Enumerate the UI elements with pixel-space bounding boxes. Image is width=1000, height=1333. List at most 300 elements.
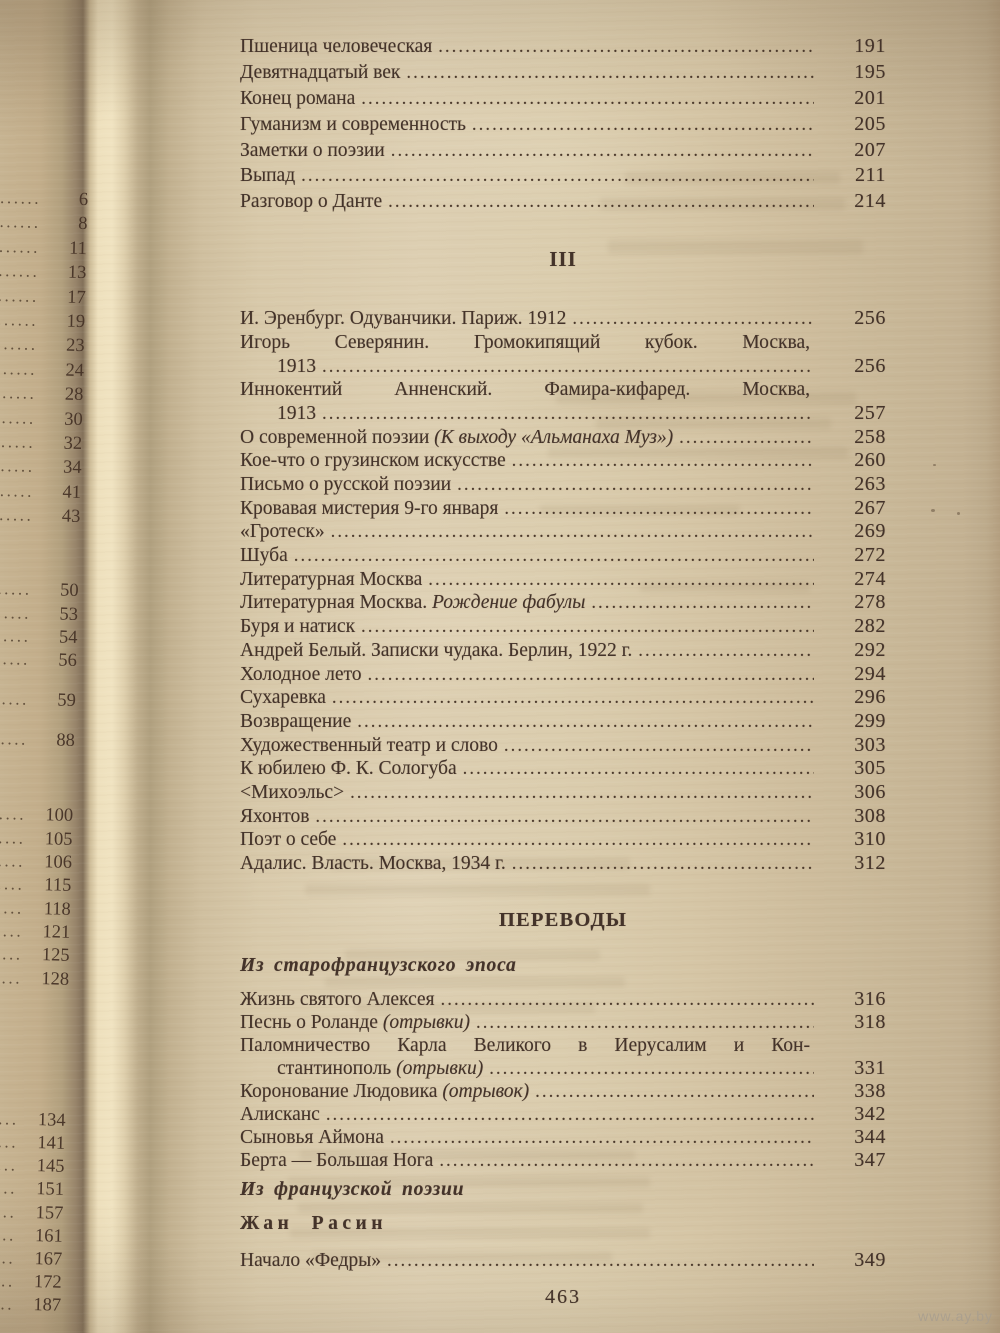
entry-title	[240, 1080, 529, 1103]
entry-title-text: Художественный театр и слово	[240, 734, 498, 756]
facing-page-toc-line	[0, 1176, 64, 1201]
entry-page-number: 195	[854, 60, 886, 83]
entry-title	[240, 1249, 381, 1273]
entry-page-number: 201	[854, 86, 886, 109]
entry-page-number: 274	[854, 567, 886, 590]
paper-speck	[957, 512, 960, 515]
entry-row	[240, 163, 886, 189]
entry-title-line	[240, 1034, 810, 1057]
entry-page-number: 256	[854, 307, 886, 330]
dot-leader-fragment	[0, 1246, 16, 1271]
facing-page-toc-line	[0, 259, 87, 286]
entry-title	[240, 710, 351, 734]
toc-entry	[240, 686, 886, 710]
dot-leader-fragment	[0, 965, 22, 990]
entry-row	[240, 402, 886, 426]
entry-title-text: Девятнадцатый век	[240, 61, 401, 83]
entry-title-text: Рождение фабулы	[432, 592, 586, 614]
toc-entry	[240, 734, 886, 758]
dot-leader	[332, 686, 814, 711]
entry-title-text: Литературная Москва	[240, 568, 423, 590]
dot-leader-fragment	[0, 1269, 15, 1294]
facing-page-number: 100	[45, 805, 74, 827]
entry-row	[240, 426, 886, 450]
toc-entry	[240, 663, 886, 687]
entry-page-number: 299	[854, 709, 886, 732]
toc-entry	[240, 331, 886, 378]
entry-row	[240, 449, 886, 473]
entry-title	[277, 1057, 483, 1080]
facing-page-number-group	[0, 1106, 66, 1317]
facing-page-toc-line	[0, 283, 86, 310]
entry-row	[240, 805, 886, 829]
dot-leader	[322, 402, 814, 427]
entry-page-number: 312	[854, 852, 886, 875]
entry-title-text: Иннокентий Анненский. Фамира-кифаред. Москва,	[240, 379, 810, 401]
entry-row	[240, 86, 886, 112]
dot-leader-fragment	[0, 186, 41, 212]
entry-page-number: 191	[854, 35, 886, 57]
entry-title	[277, 402, 316, 426]
entry-title-text: К юбилею Ф. К. Сологуба	[240, 758, 457, 780]
entry-row	[240, 34, 886, 60]
entry-title	[240, 734, 498, 758]
entry-title	[240, 1011, 470, 1034]
facing-page-number: 151	[35, 1179, 65, 1201]
facing-page-toc-line	[0, 895, 71, 920]
facing-page-number: 19	[66, 311, 86, 333]
facing-page-number: 56	[58, 650, 78, 672]
entry-row	[240, 473, 886, 497]
facing-page-toc-line	[0, 802, 73, 827]
facing-page-number: 118	[43, 898, 72, 920]
dot-leader	[638, 639, 814, 664]
entry-title	[240, 86, 355, 112]
dot-leader-fragment	[0, 259, 40, 285]
dot-leader-fragment	[0, 849, 25, 874]
entry-title	[240, 497, 498, 521]
dot-leader-fragment	[0, 1222, 16, 1247]
toc-entry	[240, 639, 886, 663]
facing-page-number: 128	[41, 968, 70, 990]
entry-title	[240, 663, 362, 687]
facing-page-toc-line	[0, 235, 87, 262]
entry-page-number: 292	[854, 638, 886, 661]
facing-page-number-group	[0, 802, 73, 990]
toc-section-part3-articles	[240, 307, 886, 876]
entry-title-text: <Михоэльс>	[240, 781, 345, 803]
entry-row	[240, 307, 886, 331]
dot-leader	[388, 189, 814, 216]
dot-leader-fragment	[0, 1153, 18, 1178]
entry-title	[240, 615, 355, 639]
entry-row	[240, 591, 886, 615]
entry-row	[240, 138, 886, 164]
facing-page-number-column	[0, 0, 93, 1317]
facing-page-toc-line	[0, 357, 84, 384]
facing-page-toc-line	[0, 686, 76, 713]
entry-title	[240, 1126, 384, 1149]
facing-page-number-group	[0, 577, 79, 672]
toc-entry	[240, 1126, 886, 1149]
dot-leader	[350, 781, 814, 806]
facing-page-toc-line	[0, 479, 81, 506]
entry-title-text: Игорь Северянин. Громокипящий кубок. Москва,	[240, 331, 810, 353]
facing-page-number: 43	[61, 506, 81, 528]
entry-title-text: (отрывок)	[442, 1080, 530, 1102]
entry-row	[240, 189, 886, 215]
entry-title-text: Андрей Белый. Записки чудака. Берлин, 1922 г.	[240, 639, 633, 661]
toc-entry	[240, 988, 886, 1011]
facing-page-toc-line	[0, 332, 85, 359]
paper-speck	[933, 464, 936, 466]
toc-section-old-french-epic	[240, 988, 886, 1172]
facing-page-toc-line	[0, 825, 73, 850]
toc-entry	[240, 568, 886, 592]
entry-row	[240, 852, 886, 876]
entry-page-number: 282	[854, 615, 886, 638]
toc-section-part2-essays	[240, 34, 886, 215]
dot-leader	[591, 591, 814, 616]
dot-leader	[387, 1249, 814, 1273]
facing-page-number: 141	[37, 1133, 66, 1154]
old-french-epic-header: Из старофранцузского эпоса	[240, 954, 517, 976]
toc-entry	[240, 1034, 886, 1080]
dot-leader-fragment	[0, 479, 34, 505]
facing-page-number: 115	[44, 875, 72, 897]
facing-page-number: 88	[56, 730, 76, 751]
toc-entry	[240, 805, 886, 829]
entry-title	[240, 34, 432, 60]
toc-entry	[240, 378, 886, 425]
entry-title-text: (К выходу «Альманаха Муз»)	[434, 426, 674, 448]
entry-title-text: стантинополь	[277, 1057, 397, 1079]
entry-title-text: Разговор о Данте	[240, 191, 383, 213]
entry-title-text: Песнь о Роланде	[240, 1011, 383, 1033]
dot-leader	[535, 1080, 814, 1104]
entry-row	[240, 988, 886, 1011]
entry-row	[240, 1149, 886, 1172]
entry-row	[240, 757, 886, 781]
entry-page-number: 338	[854, 1079, 886, 1102]
entry-title-text: Жизнь святого Алексея	[240, 988, 435, 1010]
facing-page-number: 167	[34, 1249, 63, 1270]
entry-title-text: Кое-что о грузинском искусстве	[240, 450, 506, 472]
entry-title-text: Конец романа	[240, 87, 356, 109]
entry-page-number: 258	[854, 425, 886, 448]
facing-page-toc-line	[0, 1130, 65, 1155]
facing-page-number: 11	[68, 238, 88, 259]
facing-page-number: 53	[59, 604, 79, 625]
dot-leader	[679, 426, 814, 451]
entry-title	[240, 449, 506, 473]
entry-row	[240, 568, 886, 592]
toc-entry	[240, 307, 886, 331]
dot-leader	[457, 473, 814, 498]
entry-page-number: 349	[854, 1248, 886, 1271]
toc-entry	[240, 1103, 886, 1126]
dot-leader-fragment	[0, 825, 26, 850]
entry-title-text: Берта — Большая Нога	[240, 1149, 434, 1171]
entry-title	[240, 686, 326, 710]
entry-row	[240, 1057, 886, 1080]
facing-page-toc-line	[0, 1246, 63, 1271]
entry-title-text: Пшеница человеческая	[240, 36, 433, 57]
entry-title-text: «Гротеск»	[240, 521, 325, 543]
entry-title	[240, 138, 385, 164]
toc-entry	[240, 520, 886, 544]
jean-racine-header: Жан Расин	[240, 1212, 387, 1234]
watermark: www.ay.by	[918, 1308, 993, 1324]
entry-page-number: 211	[854, 164, 886, 187]
french-poetry-header: Из французской поэзии	[240, 1178, 465, 1200]
dot-leader-fragment	[0, 624, 31, 649]
facing-page-number: 32	[63, 433, 83, 454]
dot-leader-fragment	[0, 942, 23, 967]
entry-title-text: Коронование Людовика	[240, 1080, 443, 1102]
entry-title-line	[240, 378, 810, 402]
facing-page-toc-line	[0, 405, 83, 432]
entry-title-text: Яхонтов	[240, 805, 310, 827]
facing-page-number: 13	[67, 262, 87, 284]
facing-page-toc-line	[0, 849, 72, 874]
entry-title-text: Возвращение	[240, 710, 352, 732]
toc-entry	[240, 544, 886, 568]
entry-page-number: 318	[854, 1010, 886, 1033]
entry-title-text: Литературная Москва.	[240, 592, 433, 614]
facing-page-toc-line	[0, 942, 70, 967]
facing-page-toc-line	[0, 1269, 62, 1294]
entry-title-text: Гуманизм и современность	[240, 113, 466, 135]
dot-leader	[368, 663, 814, 688]
toc-entry	[240, 591, 886, 615]
entry-page-number: 308	[854, 804, 886, 827]
entry-page-number: 316	[854, 987, 886, 1010]
facing-page-number: 23	[65, 335, 85, 357]
dot-leader-fragment	[0, 1199, 17, 1224]
facing-page-number: 187	[33, 1295, 62, 1317]
entry-title-text: (отрывки)	[396, 1057, 484, 1079]
dot-leader	[512, 449, 814, 474]
entry-title	[240, 307, 566, 331]
dot-leader	[438, 34, 814, 61]
entry-title-text: Заметки о поэзии	[240, 139, 385, 161]
entry-row	[240, 828, 886, 852]
facing-page-toc-line	[0, 186, 88, 213]
entry-page-number: 347	[854, 1148, 886, 1171]
dot-leader	[361, 86, 814, 113]
entry-row	[240, 734, 886, 758]
entry-title-text: Шуба	[240, 545, 288, 567]
facing-page-toc-line	[0, 1292, 61, 1317]
toc-entry	[240, 852, 886, 876]
dot-leader-fragment	[0, 381, 37, 407]
dot-leader	[301, 163, 814, 190]
entry-page-number: 306	[854, 780, 886, 803]
entry-page-number: 342	[854, 1102, 886, 1125]
entry-title	[240, 781, 344, 805]
toc-entry	[240, 449, 886, 473]
entry-page-number: 310	[854, 828, 886, 851]
facing-page-number: 17	[67, 287, 86, 308]
entry-row	[240, 686, 886, 710]
entry-row	[240, 544, 886, 568]
entry-row	[240, 663, 886, 687]
paper-speck	[931, 509, 935, 512]
dot-leader-fragment	[0, 210, 41, 236]
entry-title-text: Сухаревка	[240, 687, 326, 709]
table-of-contents	[240, 0, 886, 1272]
entry-title	[240, 805, 309, 829]
entry-title-text: Адалис. Власть. Москва, 1934 г.	[240, 853, 506, 875]
dot-leader-fragment	[0, 1130, 18, 1155]
facing-page-number: 161	[34, 1225, 64, 1247]
roman-numeral-iii: III	[549, 247, 577, 272]
entry-title	[240, 112, 466, 138]
dot-leader-fragment	[0, 577, 32, 602]
facing-page-number: 145	[36, 1156, 65, 1177]
dot-leader	[390, 1126, 814, 1150]
entry-title	[240, 852, 506, 876]
facing-page-number-group	[0, 686, 76, 713]
dot-leader	[391, 138, 814, 165]
entry-page-number: 331	[854, 1056, 886, 1079]
dot-leader	[439, 1149, 814, 1173]
entry-page-number: 207	[854, 138, 886, 161]
dot-leader	[504, 497, 814, 522]
entry-page-number: 278	[854, 591, 886, 614]
facing-page-number: 105	[44, 828, 73, 850]
entry-title-text: Поэт о себе	[240, 829, 337, 851]
facing-page-toc-line	[0, 577, 79, 602]
facing-page-number: 121	[42, 922, 71, 943]
entry-row	[240, 639, 886, 663]
dot-leader-fragment	[0, 357, 37, 383]
entry-title-text: Алисканс	[240, 1103, 320, 1125]
dot-leader-fragment	[0, 601, 31, 626]
entry-title-text: Буря и натиск	[240, 616, 356, 638]
facing-page-number-group	[0, 727, 75, 754]
dot-leader-fragment	[0, 430, 35, 456]
facing-page-number: 157	[35, 1202, 64, 1224]
toc-entry	[240, 710, 886, 734]
entry-page-number: 214	[854, 190, 886, 213]
dot-leader-fragment	[0, 283, 39, 309]
facing-page-number-group	[0, 186, 88, 530]
dot-leader-fragment	[0, 235, 40, 261]
entry-row	[240, 112, 886, 138]
dot-leader	[322, 355, 814, 380]
dot-leader-fragment	[0, 405, 36, 431]
entry-title-text: 1913	[277, 355, 316, 377]
dot-leader-fragment	[0, 919, 24, 944]
entry-title	[240, 163, 295, 189]
toc-entry	[240, 138, 886, 164]
toc-entry	[240, 86, 886, 112]
facing-page-toc-line	[0, 872, 72, 897]
dot-leader	[489, 1057, 814, 1081]
facing-page-number: 125	[41, 945, 70, 967]
entry-page-number: 269	[854, 520, 886, 543]
entry-title	[240, 473, 451, 497]
entry-page-number: 267	[854, 496, 886, 519]
entry-page-number: 205	[854, 112, 886, 135]
entry-page-number: 296	[854, 686, 886, 709]
entry-title	[240, 1103, 320, 1126]
entry-title	[240, 189, 382, 215]
dot-leader	[331, 520, 814, 545]
dot-leader-fragment	[0, 308, 38, 334]
facing-page-number: 54	[58, 627, 78, 649]
entry-title-text: Холодное лето	[240, 663, 362, 685]
facing-page-number: 41	[62, 482, 82, 503]
toc-entry	[240, 497, 886, 521]
entry-page-number: 256	[854, 354, 886, 377]
dot-leader-fragment	[0, 895, 24, 920]
entry-title	[240, 426, 673, 450]
entry-row	[240, 1248, 886, 1272]
entry-row	[240, 710, 886, 734]
entry-title	[240, 60, 400, 86]
facing-page-number: 30	[64, 409, 84, 430]
facing-page-toc-line	[0, 1106, 66, 1131]
entry-row	[240, 60, 886, 86]
dot-leader-fragment	[0, 503, 34, 529]
dot-leader-fragment	[0, 727, 28, 753]
entry-title	[240, 757, 457, 781]
facing-page-toc-line	[0, 503, 81, 530]
perevody-header: ПЕРЕВОДЫ	[498, 908, 628, 931]
dot-leader-fragment	[0, 454, 35, 480]
facing-page-toc-line	[0, 601, 78, 626]
facing-page-toc-line	[0, 1222, 63, 1247]
entry-title	[240, 591, 585, 615]
dot-leader	[357, 710, 814, 735]
toc-entry	[240, 1080, 886, 1103]
entry-title	[240, 639, 632, 663]
dot-leader	[342, 828, 814, 853]
facing-page-number: 28	[64, 384, 84, 406]
facing-page-number: 24	[65, 360, 85, 381]
entry-row	[240, 1126, 886, 1149]
facing-page-number: 34	[62, 457, 82, 479]
entry-title-text: Выпад	[240, 165, 296, 187]
facing-page-toc-line	[0, 965, 69, 990]
toc-entry	[240, 828, 886, 852]
toc-entry	[240, 60, 886, 86]
entry-title-text: Начало «Федры»	[240, 1249, 382, 1271]
dot-leader	[441, 988, 814, 1012]
entry-title	[240, 828, 336, 852]
dot-leader-fragment	[0, 1176, 17, 1201]
entry-title	[240, 520, 325, 544]
dot-leader-fragment	[0, 332, 38, 358]
dot-leader	[326, 1103, 814, 1127]
entry-page-number: 260	[854, 449, 886, 472]
entry-row	[240, 1011, 886, 1034]
entry-page-number: 303	[854, 733, 886, 756]
entry-row	[240, 615, 886, 639]
entry-title	[240, 568, 422, 592]
facing-page-toc-line	[0, 624, 78, 649]
entry-title	[240, 988, 435, 1011]
facing-page-number: 106	[43, 852, 73, 873]
entry-row	[240, 520, 886, 544]
entry-page-number: 272	[854, 544, 886, 567]
dot-leader-fragment	[0, 1106, 19, 1131]
entry-row	[240, 1103, 886, 1126]
facing-page-number: 50	[59, 580, 79, 602]
